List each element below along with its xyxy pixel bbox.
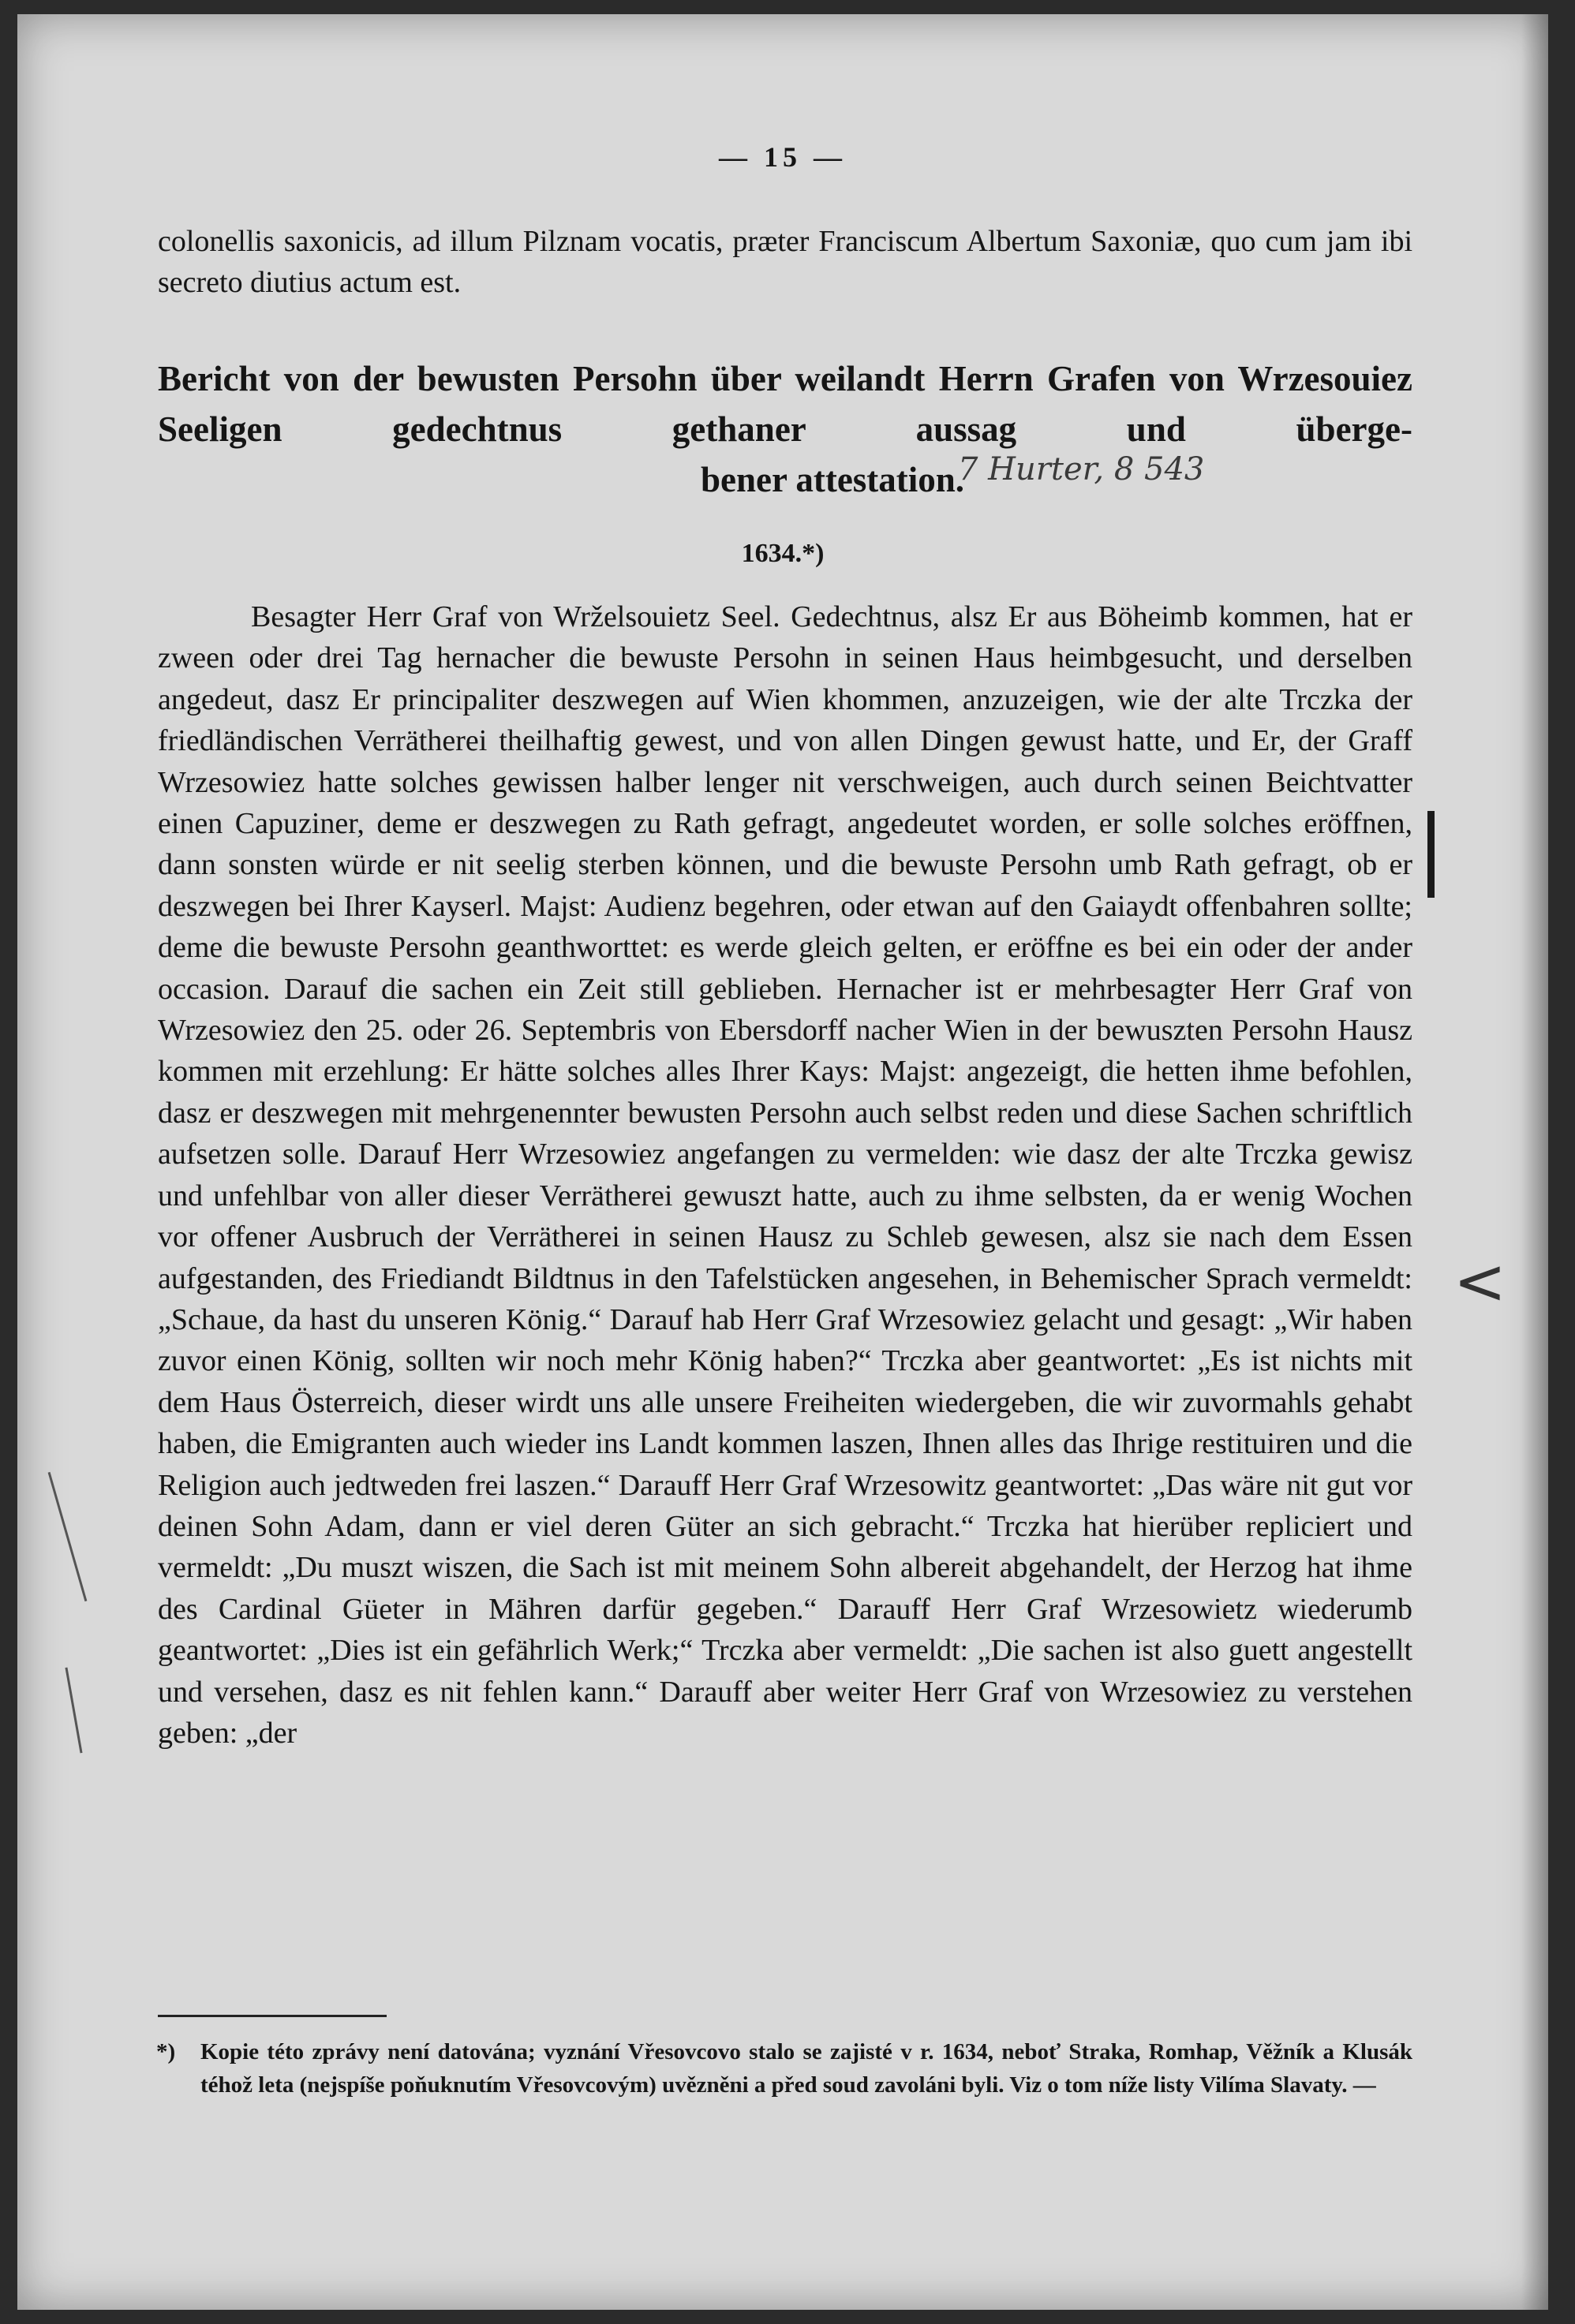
footnote-text: Kopie této zprávy není datována; vyznání Vřesovcovo stalo se zajisté v r. 1634, neboť Straka, Romhap, Věžník a Klusák téhož leta (nejspíše poňuknutím Vřesovcovým) uvězněni a před soud zavoláni byli. Viz o tom níže listy Vilíma Slavaty. — — [200, 2039, 1412, 2098]
intro-paragraph: colonellis saxonicis, ad illum Pilznam vocatis, præter Franciscum Albertum Saxoniæ, quo cum jam ibi secreto diutius actum est. — [158, 225, 1412, 300]
footnote-divider — [158, 2015, 387, 2017]
page-number: — 15 — — [719, 141, 847, 173]
footnote-mark: *) — [156, 2039, 176, 2064]
footnote — [156, 2035, 1412, 2102]
body-paragraph: Besagter Herr Graf von Wrželsouietz Seel. Gedechtnus, alsz Er aus Böheimb kommen, hat er zween oder drei Tag hernacher die bewuste Persohn in seinen Haus heimbgesucht, und derselben angedeut, dasz Er principaliter deszwegen auf Wien khommen, anzuzeigen, wie der alte Trczka der friedländischen Verrätherei theilhaftig gewest, und von allen Dingen gewust hatte, und Er, der Graff Wrzesowiez hatte solches gewissen halber lenger nit verschweigen, auch durch seinen Beichtvatter einen Capuziner, deme er deszwegen zu Rath gefragt, angedeutet worden, er solle solches eröffnen, dann sonsten würde er nit seelig sterben können, und die bewuste Persohn umb Rath gefragt, ob er deszwegen bei Ihrer Kayserl. Majst: Audienz begehren, oder etwan auf den Gaiaydt offenbahren sollte; deme die bewuste Persohn geanthworttet: es werde gleich gelten, er eröffne es bei ein oder der ander occasion. Darauf die sachen ein Zeit still geblieben. Hernacher ist er mehrbesagter Herr Graf von Wrzesowiez den 25. oder 26. Septembris von Ebersdorff nacher Wien in der bewuszten Persohn Hausz kommen mit erzehlung: Er hätte solches alles Ihrer Kays: Majst: angezeigt, die hetten ihme befohlen, dasz er deszwegen mit mehrgenennter bewusten Persohn auch selbst reden und diese Sachen schriftlich aufsetzen solle. Darauf Herr Wrzesowiez angefangen zu vermelden: wie dasz der alte Trczka gewisz und unfehlbar von aller dieser Verrätherei gewuszt hatte, auch zu ihme selbsten, da er wenig Wochen vor offener Ausbruch der Verrätherei in seinen Hausz zu Schleb gewesen, alsz sie nach dem Essen aufgestanden, des Friediandt Bildtnus in den Tafelstücken angesehen, in Behemischer Sprach vermeldt: „Schaue, da hast du unseren König.“ Darauf hab Herr Graf Wrzesowiez gelacht und gesagt: „Wir haben zuvor einen König, sollten wir noch mehr König haben?“ Trczka aber geantwortet: „Es ist nichts mit dem Haus Österreich, dieser wirdt uns alle unsere Freiheiten wiedergeben, die wir zuvormahls gehabt haben, die Emigranten auch wieder ins Landt kommen laszen, Ihnen alles das Ihrige restituiren und die Religion auch jedtweden frei laszen.“ Darauff Herr Graf Wrzesowitz geantwortet: „Das wäre nit gut vor deinen Sohn Adam, dann er viel deren Güter an sich gebracht.“ Trczka hat hierüber repliciert und vermeldt: „Du muszt wiszen, die Sach ist mit meinem Sohn albereit abgehandelt, der Herzog hat ihme des Cardinal Güeter in Mähren darfür gegeben.“ Darauff Herr Graf Wrzesowietz wiederumb geantwortet: „Dies ist ein gefährlich Werk;“ Trczka aber vermeldt: „Die sachen ist also guett angestellt und versehen, dasz es nit fehlen kann.“ Darauff aber weiter Herr Graf von Wrzesowiez zu verstehen geben: „der — [158, 600, 1412, 1750]
margin-scratch — [48, 1472, 88, 1601]
section-heading — [158, 353, 1412, 505]
heading-last-line: bener attestation. — [700, 460, 965, 499]
margin-ink-blot — [1427, 811, 1435, 898]
document-page — [17, 14, 1548, 2310]
heading-main-text: Bericht von der bewusten Persohn über weilandt Herrn Grafen von Wrzesouiez Seeligen gedechtnus gethaner aussag und überge- — [158, 359, 1412, 449]
page-edge-shadow — [1521, 14, 1548, 2310]
margin-scratch — [65, 1668, 82, 1754]
margin-pencil-mark: < — [1453, 1245, 1507, 1318]
handwritten-annotation: 7 Hurter, 8 543 — [958, 451, 1205, 488]
year-label: 1634.*) — [741, 539, 825, 568]
